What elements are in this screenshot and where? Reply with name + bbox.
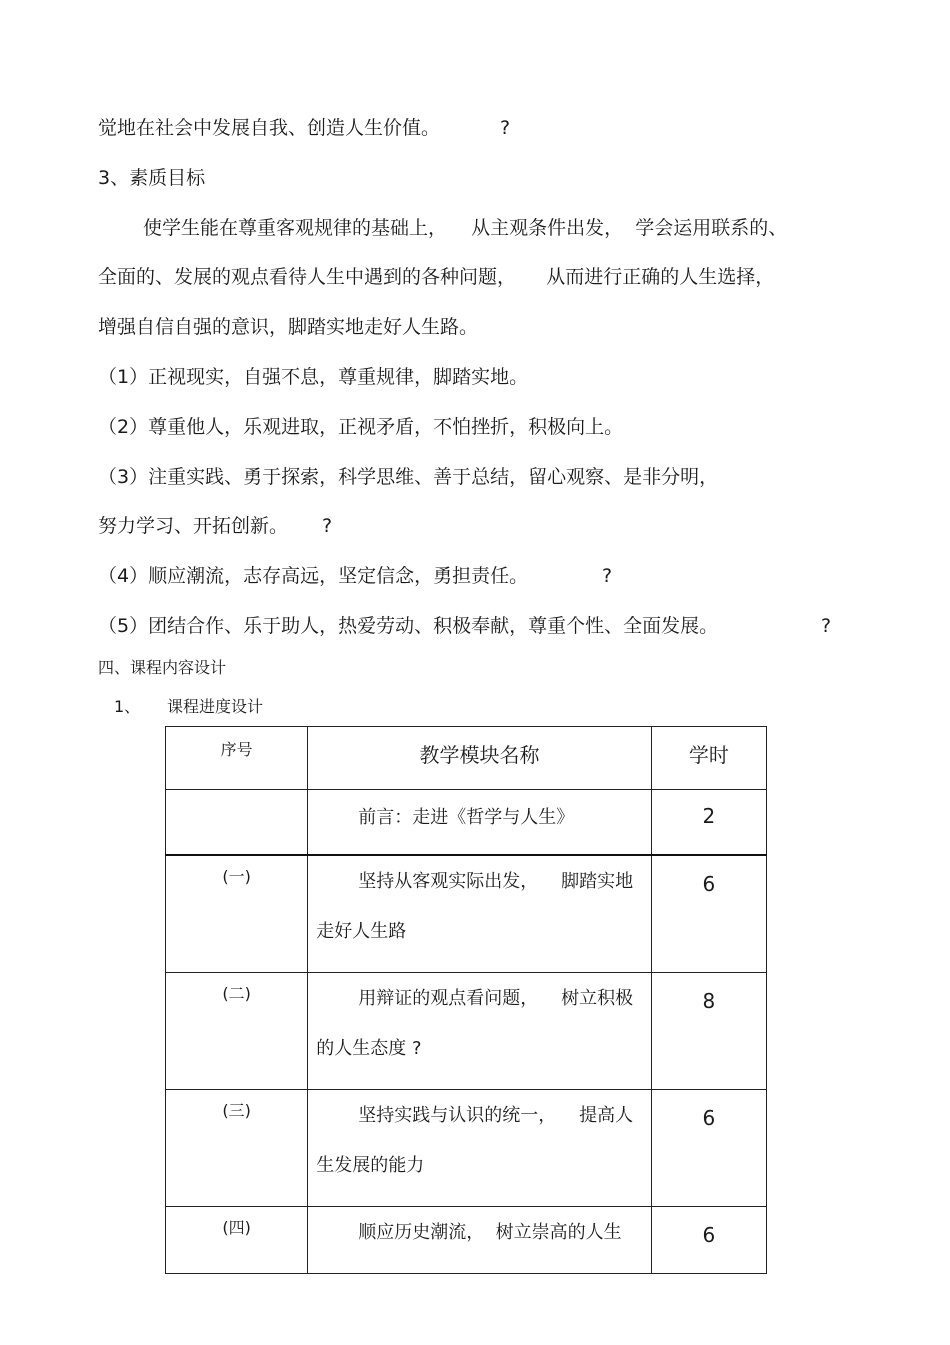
list-item: （1）正视现实，自强不息，尊重规律，脚踏实地。	[98, 366, 529, 388]
header-hours: 学时	[651, 727, 766, 790]
row-module-name	[308, 1207, 652, 1274]
header-number: 序号	[166, 727, 308, 790]
table-row	[166, 790, 767, 856]
module-name-line1: 顺应历史潮流， 树立崇高的人生	[358, 1222, 622, 1243]
unknown-char-mark: ?	[821, 615, 832, 637]
subsection-heading: 课程进度设计	[167, 697, 264, 716]
list-item: （3）注重实践、勇于探索，科学思维、善于总结，留心观察、是非分明，	[98, 466, 719, 488]
unknown-char-mark: ?	[322, 515, 333, 537]
list-item-continuation: 努力学习、开拓创新。	[98, 515, 289, 537]
row-hours: 6	[651, 1207, 766, 1274]
module-name-line1: 坚持从客观实际出发， 脚踏实地	[358, 871, 634, 892]
list-item: （4）顺应潮流，志存高远，坚定信念，勇担责任。	[98, 565, 529, 587]
table-row	[166, 973, 767, 1090]
module-name-line2: 生发展的能力	[316, 1155, 425, 1176]
course-schedule-table	[165, 726, 767, 1274]
text-line: 全面的、发展的观点看待人生中遇到的各种问题， 从而进行正确的人生选择，	[98, 266, 775, 288]
header-module-name: 教学模块名称	[308, 727, 652, 790]
row-module-name: 前言：走进《哲学与人生》	[308, 790, 652, 856]
row-number: (一)	[166, 855, 308, 973]
row-module-name	[308, 973, 652, 1090]
row-module-name	[308, 1090, 652, 1207]
module-name-line1: 坚持实践与认识的统一， 提高人	[358, 1105, 634, 1126]
text-line: 增强自信自强的意识，脚踏实地走好人生路。	[98, 316, 479, 338]
row-hours: 6	[651, 855, 766, 973]
unknown-char-mark: ?	[602, 565, 613, 587]
row-number: (三)	[166, 1090, 308, 1207]
module-name-line2: 走好人生路	[316, 921, 407, 942]
table-header-row	[166, 727, 767, 790]
row-hours: 8	[651, 973, 766, 1090]
row-number: (四)	[166, 1207, 308, 1274]
section-heading: 3、素质目标	[98, 167, 206, 189]
subsection-number: 1、	[114, 697, 141, 716]
list-item: （5）团结合作、乐于助人，热爱劳动、积极奉献，尊重个性、全面发展。	[98, 615, 719, 637]
module-name-line1: 用辩证的观点看问题， 树立积极	[358, 988, 634, 1009]
module-name-line2: 的人生态度 ?	[316, 1038, 422, 1059]
row-module-name	[308, 855, 652, 973]
list-item: （2）尊重他人，乐观进取，正视矛盾，不怕挫折，积极向上。	[98, 416, 624, 438]
row-number: (二)	[166, 973, 308, 1090]
row-hours: 2	[651, 790, 766, 856]
table-row	[166, 1207, 767, 1274]
row-number	[166, 790, 308, 856]
row-hours: 6	[651, 1090, 766, 1207]
unknown-char-mark: ?	[500, 117, 511, 139]
text-line: 觉地在社会中发展自我、创造人生价值。	[98, 117, 441, 139]
text-line: 使学生能在尊重客观规律的基础上， 从主观条件出发， 学会运用联系的、	[143, 217, 788, 239]
table-row	[166, 1090, 767, 1207]
section-heading: 四、课程内容设计	[98, 658, 227, 677]
table-row	[166, 855, 767, 973]
